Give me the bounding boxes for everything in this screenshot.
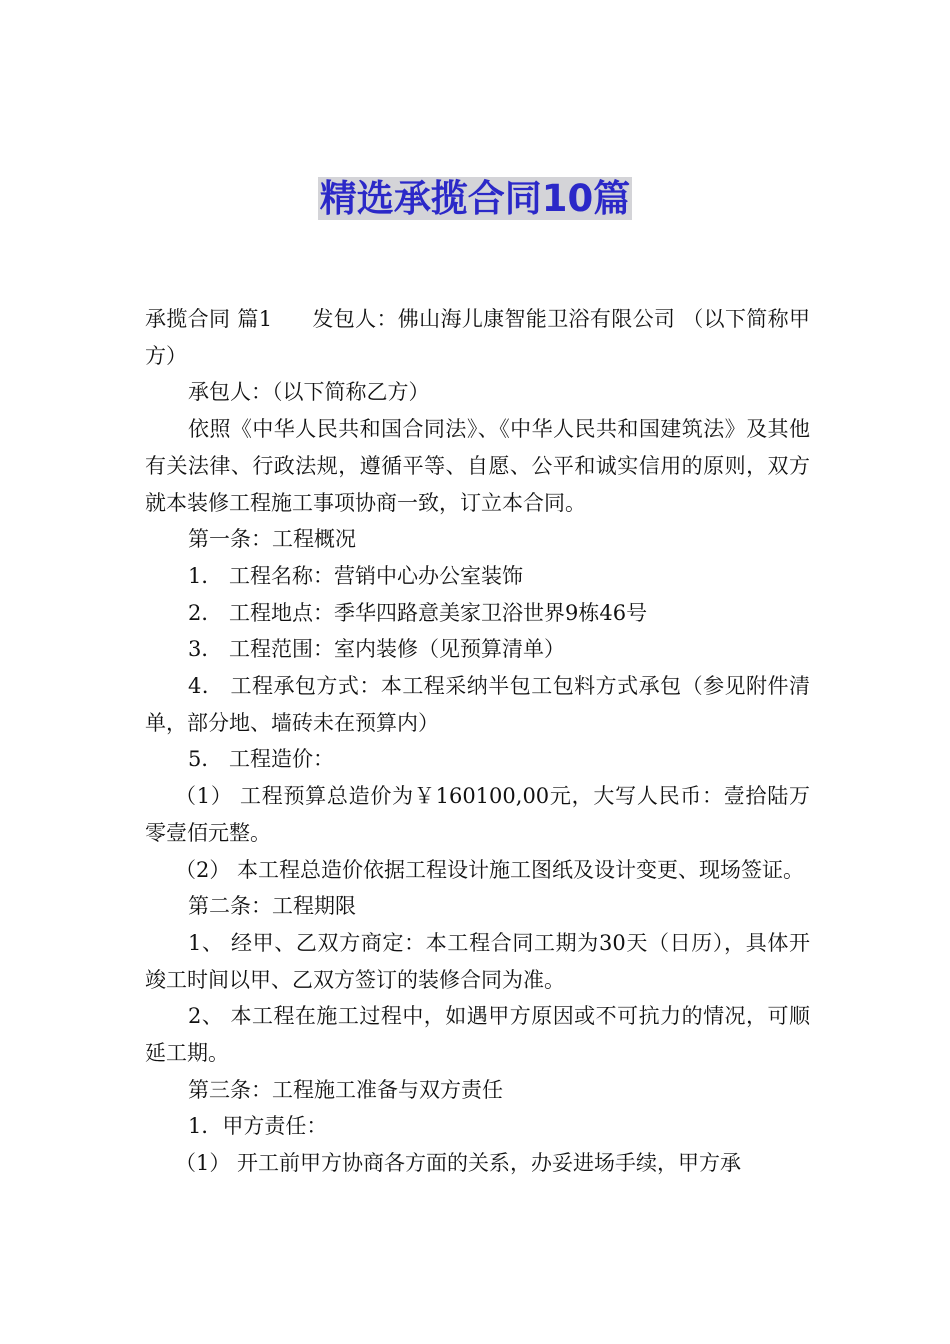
document-body xyxy=(145,301,810,1182)
list-item: （2） 本工程总造价依据工程设计施工图纸及设计变更、现场签证。 xyxy=(175,857,805,882)
paragraph-basis: 依照《中华人民共和国合同法》、《中华人民共和国建筑法》及其他有关法律、行政法规，遵循平等、自愿、公平和诚实信用的原则，双方就本装修工程施工事项协商一致，订立本合同。 xyxy=(145,417,810,515)
list-item: 1、 经甲、乙双方商定：本工程合同工期为30天（日历），具体开竣工时间以甲、乙双方签订的装修合同为准。 xyxy=(145,930,810,992)
article-3-heading: 第三条：工程施工准备与双方责任 xyxy=(188,1077,503,1102)
document-title-text: 精选承揽合同10篇 xyxy=(319,177,631,220)
document-title xyxy=(0,172,950,226)
list-item: （1） 开工前甲方协商各方面的关系，办妥进场手续，甲方承 xyxy=(175,1151,742,1176)
list-item: 1． 工程名称：营销中心办公室装饰 xyxy=(188,563,524,588)
list-item: 4． 工程承包方式：本工程采纳半包工包料方式承包（参见附件清单，部分地、墙砖未在预算内） xyxy=(145,674,810,735)
list-item: 2、 本工程在施工过程中，如遇甲方原因或不可抗力的情况，可顺延工期。 xyxy=(145,1004,810,1066)
paragraph-heading xyxy=(145,301,810,374)
list-item: （1） 工程预算总造价为￥160100,00元，大写人民币：壹拾陆万零壹佰元整。 xyxy=(145,784,810,845)
article-2-heading: 第二条：工程期限 xyxy=(188,894,356,919)
list-item: 2． 工程地点：季华四路意美家卫浴世界9栋46号 xyxy=(188,600,648,625)
list-item: 1．甲方责任： xyxy=(188,1114,328,1139)
paragraph-contractor: 承包人：（以下简称乙方） xyxy=(188,380,430,405)
list-item: 5． 工程造价： xyxy=(188,747,335,772)
paragraph-employer: 发包人：佛山海儿康智能卫浴有限公司 （以下简称甲方） xyxy=(145,307,810,368)
article-1-heading: 第一条：工程概况 xyxy=(188,527,356,552)
list-item: 3． 工程范围：室内装修（见预算清单） xyxy=(188,637,566,662)
section-heading-label: 承揽合同 篇1 xyxy=(145,307,273,331)
